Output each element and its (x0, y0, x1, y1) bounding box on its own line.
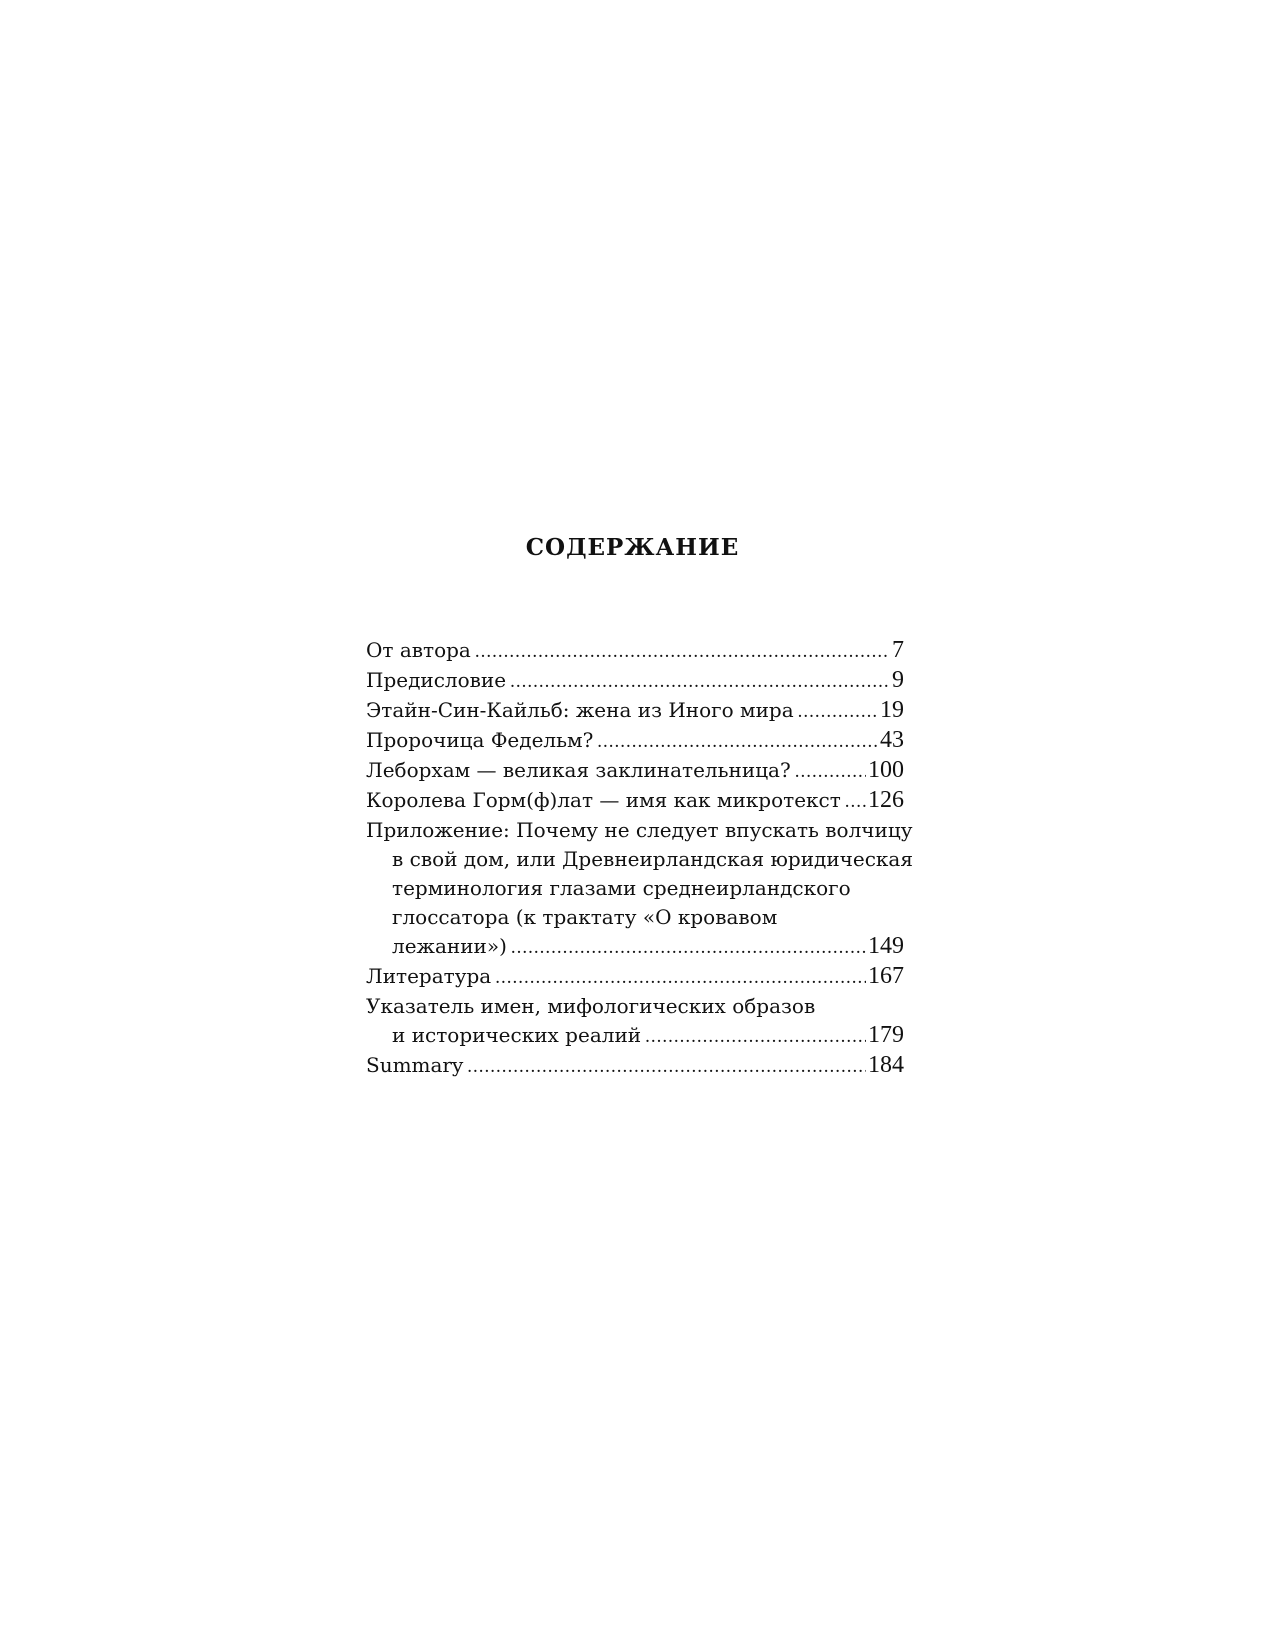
toc-page-number: 100 (868, 757, 904, 783)
toc-entry-title: Предисловие (366, 668, 507, 692)
toc-leader-dots (510, 667, 890, 696)
toc-entry-title: Summary (366, 1053, 464, 1077)
toc-entry-title: Литература (366, 964, 492, 988)
toc-page-number: 19 (880, 697, 904, 723)
toc-page-number: 126 (868, 787, 904, 813)
page-title: СОДЕРЖАНИЕ (525, 534, 740, 561)
toc-page-number: 184 (868, 1052, 904, 1078)
toc-page-number: 179 (868, 1022, 904, 1048)
toc-entry-title: Королева Горм(ф)лат — имя как микротекст (366, 788, 841, 812)
toc-entry (366, 756, 904, 786)
toc-leader-dots (467, 1052, 866, 1081)
toc-entry-title-continued: лежании») (392, 934, 507, 958)
toc-leader-dots (845, 787, 866, 816)
toc-leader-dots (597, 727, 878, 756)
toc-entry (366, 1051, 904, 1081)
toc-entry (366, 696, 904, 726)
toc-entry-title: Приложение: Почему не следует впускать волчицу (366, 818, 913, 842)
toc-entry-title-continued: терминология глазами среднеирландского (392, 876, 851, 900)
toc-entry (366, 786, 904, 816)
toc-entry (366, 726, 904, 756)
toc-entry-title: От автора (366, 638, 471, 662)
toc-entry-title-continued: в свой дом, или Древнеирландская юридическая (392, 847, 913, 871)
toc-entry-title-continued: глоссатора (к трактату «О кровавом (392, 905, 778, 929)
toc-entry (366, 816, 913, 962)
toc-entry-title: Указатель имен, мифологических образов (366, 994, 816, 1018)
toc-page-number: 167 (868, 963, 904, 989)
table-of-contents (366, 636, 913, 1081)
toc-page-number: 9 (892, 667, 904, 693)
toc-page-number: 149 (868, 933, 904, 959)
toc-leader-dots (798, 697, 878, 726)
toc-leader-dots (645, 1022, 866, 1051)
toc-entry-title: Пророчица Федельм? (366, 728, 594, 752)
toc-entry-title: Леборхам — великая заклинательница? (366, 758, 791, 782)
toc-leader-dots (475, 637, 890, 666)
toc-leader-dots (495, 963, 866, 992)
toc-page-number: 7 (892, 637, 904, 663)
toc-entry-title-continued: и исторических реалий (392, 1023, 642, 1047)
toc-entry (366, 666, 904, 696)
toc-entry (366, 636, 904, 666)
toc-entry (366, 992, 904, 1051)
toc-entry (366, 962, 904, 992)
toc-page-number: 43 (880, 727, 904, 753)
toc-entry-title: Этайн-Син-Кайльб: жена из Иного мира (366, 698, 794, 722)
toc-leader-dots (511, 933, 866, 962)
toc-leader-dots (795, 757, 866, 786)
